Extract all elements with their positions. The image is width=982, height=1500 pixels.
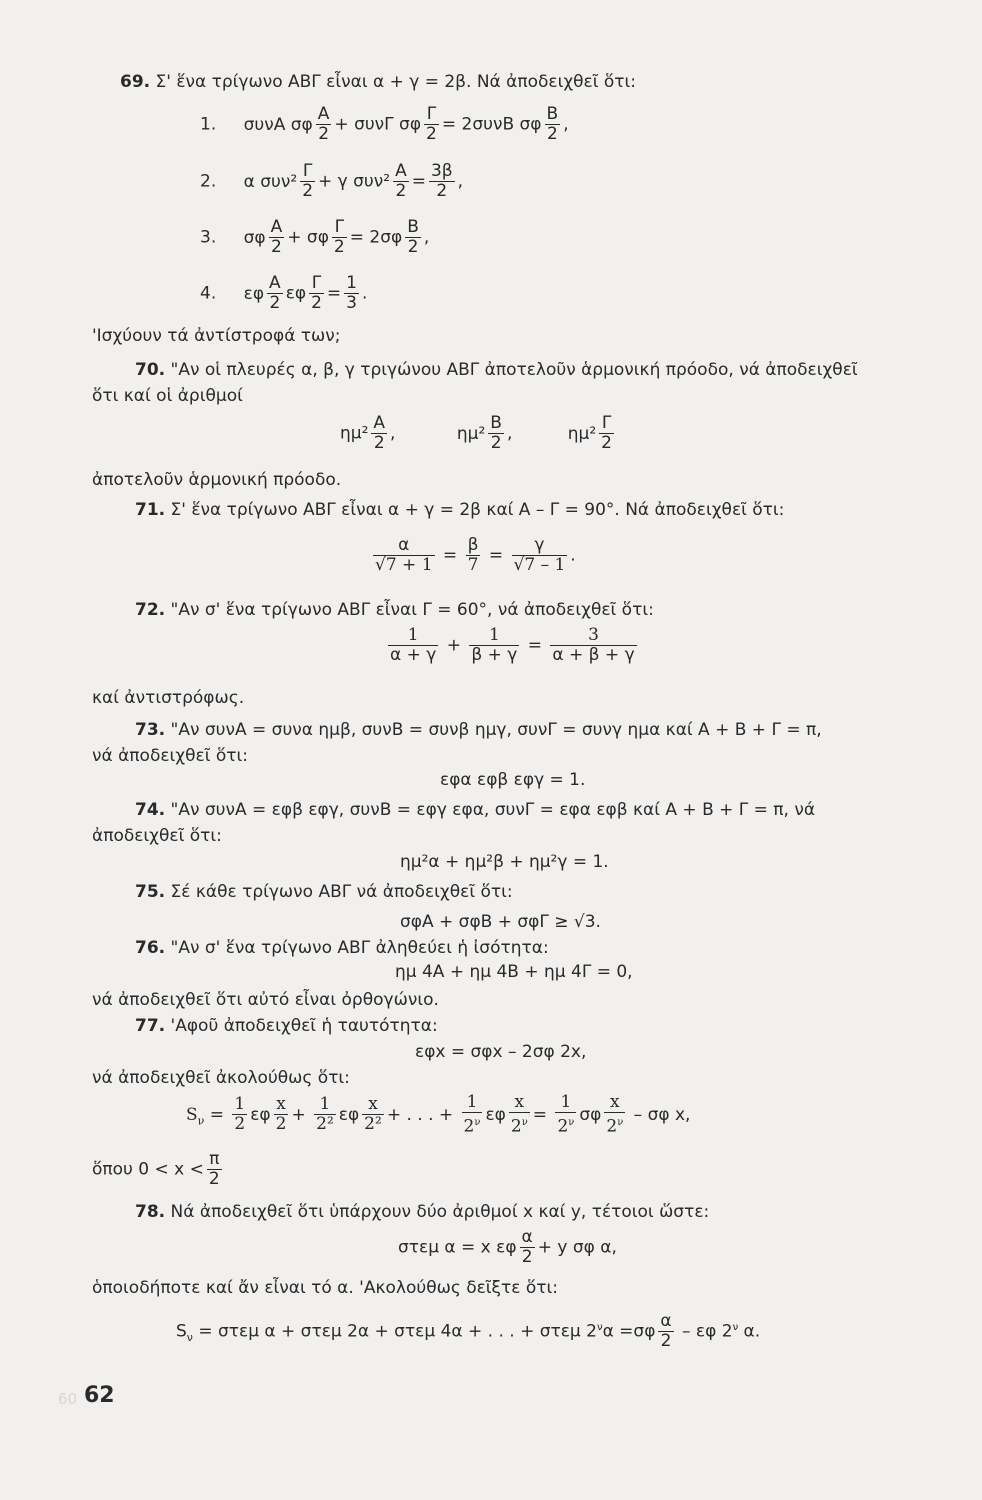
problem-74-line-2: ἀποδειχθεῖ ὅτι: xyxy=(92,826,222,846)
problem-78-condition: στεμ α = x εφ $\frac{\alpha}{2}$ + y σφ α, xyxy=(398,1227,617,1267)
problem-70-formula: ημ² $\frac{A}{2}$ , ημ² $\frac{B}{2}$ , ημ² $\frac{\Gamma}{2}$ xyxy=(340,413,612,453)
problem-69-item-4: 4. εφ $\frac{A}{2}$ εφ $\frac{\Gamma}{2}$ = $\frac{1}{3}$ . xyxy=(200,273,368,313)
problem-77-where: ὅπου 0 < x < $\frac{\pi}{2}$ xyxy=(92,1149,220,1189)
problem-69-item-3: 3. σφ $\frac{A}{2}$ + σφ $\frac{\Gamma}{2}$ = 2σφ $\frac{B}{2}$ , xyxy=(200,217,430,257)
problem-76-line-1: 76. "Αν σ' ἕνα τρίγωνο ΑΒΓ ἀληθεύει ἡ ἰσότητα: xyxy=(135,938,549,958)
problem-74-equation: ημ²α + ημ²β + ημ²γ = 1. xyxy=(400,852,609,872)
problem-71-intro: 71. Σ' ἕνα τρίγωνο ΑΒΓ εἶναι α + γ = 2β καί Α – Γ = 90°. Νά ἀποδειχθεῖ ὅτι: xyxy=(135,500,785,520)
page-number: 62 xyxy=(84,1383,115,1408)
problem-73-line-2: νά ἀποδειχθεῖ ὅτι: xyxy=(92,746,248,766)
problem-69-item-2: 2. α συν² $\frac{\Gamma}{2}$ + γ συν² $\frac{A}{2}$ = $\frac{3\beta}{2}$ , xyxy=(200,161,464,201)
problem-69-question: 'Ισχύουν τά ἀντίστροφά των; xyxy=(92,326,341,346)
problem-72-formula: $\frac{1}{\alpha + \gamma}$ + $\frac{1}{\beta + \gamma}$ = $\frac{3}{\alpha + \beta + \gamma}$ xyxy=(390,625,635,665)
problem-78-line-1: 78. Νά ἀποδειχθεῖ ὅτι ὑπάρχουν δύο ἀριθμοί x καί y, τέτοιοι ὥστε: xyxy=(135,1202,710,1222)
problem-78-sum-formula: $S_\nu = \sigma\tau\varepsilon\mu$ α + στεμ 2α + στεμ 4α + . . . + στεμ $2^\nu\alpha =\sigma\varphi$ $\frac{\alpha}{2}$ – εφ $2^\nu$ α. xyxy=(176,1311,761,1351)
problem-77-equation: εφx = σφx – 2σφ 2x, xyxy=(415,1042,587,1062)
problem-72-intro: 72. "Αν σ' ἕνα τρίγωνο ΑΒΓ εἶναι Γ = 60°, νά ἀποδειχθεῖ ὅτι: xyxy=(135,600,654,620)
problem-69-item-1: 1. συνΑ σφ $\frac{A}{2}$ + συνΓ σφ $\frac{\Gamma}{2}$ = 2συνΒ σφ $\frac{B}{2}$ , xyxy=(200,104,569,144)
problem-74-line-1: 74. "Αν συνΑ = εφβ εφγ, συνΒ = εφγ εφα, συνΓ = εφα εφβ καί Α + Β + Γ = π, νά xyxy=(135,800,816,820)
problem-71-formula: $\frac{\alpha}{√7 + 1}$ = $\frac{\beta}{7}$ = $\frac{\gamma}{√7 - 1}$ . xyxy=(375,535,576,575)
problem-77-line-2: νά ἀποδειχθεῖ ἀκολούθως ὅτι: xyxy=(92,1068,350,1088)
problem-70-line-3: ἀποτελοῦν ἁρμονική πρόοδο. xyxy=(92,470,342,490)
problem-70-line-2: ὅτι καί οἱ ἀριθμοί xyxy=(92,386,243,406)
problem-69-intro: 69. Σ' ἕνα τρίγωνο ΑΒΓ εἶναι α + γ = 2β. Νά ἀποδειχθεῖ ὅτι: xyxy=(120,72,637,92)
problem-73-equation: εφα εφβ εφγ = 1. xyxy=(440,770,586,790)
problem-75-equation: σφΑ + σφΒ + σφΓ ≥ √3. xyxy=(400,912,601,932)
problem-73-line-1: 73. "Αν συνΑ = συνα ημβ, συνΒ = συνβ ημγ, συνΓ = συνγ ημα καί Α + Β + Γ = π, xyxy=(135,720,822,740)
problem-75-line-1: 75. Σέ κάθε τρίγωνο ΑΒΓ νά ἀποδειχθεῖ ὅτι: xyxy=(135,882,513,902)
margin-mark: 60 xyxy=(58,1390,78,1408)
problem-77-sum-formula: $S_\nu$ = $\frac{1}{2}$ εφ $\frac{x}{2}$ + $\frac{1}{\text{2²}}$ εφ $\frac{x}{\text{2²}}$ + . . . + $\frac{1}{2^\nu}$ εφ $\frac{x}{2^\nu}$ = $\frac{1}{2^\nu}$ σφ $\frac{x}{2^\nu}$ – σφ x, xyxy=(186,1092,691,1137)
problem-78-line-2: ὁποιοδήποτε καί ἄν εἶναι τό α. 'Ακολούθως δεῖξτε ὅτι: xyxy=(92,1278,558,1298)
problem-70-line-1: 70. "Αν οἱ πλευρές α, β, γ τριγώνου ΑΒΓ ἀποτελοῦν ἁρμονική πρόοδο, νά ἀποδειχθεῖ xyxy=(135,360,858,380)
problem-72-tail: καί ἀντιστρόφως. xyxy=(92,688,245,708)
problem-76-line-2: νά ἀποδειχθεῖ ὅτι αὐτό εἶναι ὀρθογώνιο. xyxy=(92,990,439,1010)
problem-76-equation: ημ 4Α + ημ 4Β + ημ 4Γ = 0, xyxy=(395,962,633,982)
problem-77-line-1: 77. 'Αφοῦ ἀποδειχθεῖ ἡ ταυτότητα: xyxy=(135,1016,438,1036)
